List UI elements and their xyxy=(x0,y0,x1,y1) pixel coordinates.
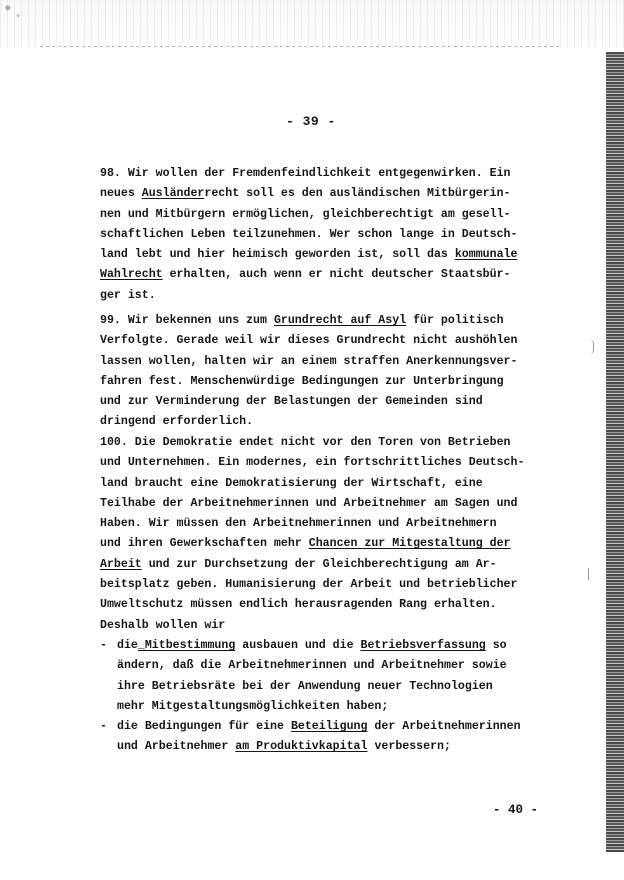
text-run: und Arbeitnehmer xyxy=(117,740,236,754)
text-line xyxy=(100,311,532,331)
text-run: für politisch xyxy=(406,314,504,327)
text-run: neues xyxy=(100,187,142,201)
margin-mark xyxy=(588,568,589,580)
underlined-term: Wahlrecht xyxy=(100,268,163,282)
next-page-number: - 40 - xyxy=(493,803,539,817)
text-run: fahren fest. Menschenwürdige Bedingungen zur Unterbringung xyxy=(100,374,504,388)
text-run: ihre Betriebsräte bei der Anwendung neuer Technologien xyxy=(117,679,493,693)
text-run: land lebt und hier heimisch geworden ist, soll das xyxy=(100,248,455,262)
text-run: und ihren Gewerkschaften mehr xyxy=(100,537,309,551)
text-run: ausbauen und die xyxy=(235,638,361,652)
text-run: und zur Verminderung der Belastungen der Gemeinden sind xyxy=(100,395,483,409)
bullet-continuation-line xyxy=(100,697,532,717)
text-line xyxy=(100,514,532,534)
bullet-continuation-line xyxy=(100,737,532,757)
text-run: Verfolgte. Gerade weil wir dieses Grundrecht nicht aushöhlen xyxy=(100,334,518,348)
text-line xyxy=(100,555,532,575)
text-line xyxy=(100,412,532,432)
bullet-dash: - xyxy=(100,720,107,734)
text-line xyxy=(100,352,532,372)
text-run: Haben. Wir müssen den Arbeitnehmerinnen und Arbeitnehmern xyxy=(100,517,497,531)
underlined-term: Betriebsverfassung xyxy=(360,638,486,652)
underlined-term: Grundrecht auf Asyl xyxy=(273,314,407,327)
underlined-term: _Mitbestimmung xyxy=(137,638,236,652)
text-line xyxy=(100,392,532,412)
text-run: 100. Die Demokratie endet nicht vor den Toren von Betrieben xyxy=(100,436,511,449)
text-run: ändern, daß die Arbeitnehmerinnen und Arbeitnehmer sowie xyxy=(117,659,507,673)
underlined-term: Beteiligung xyxy=(290,720,368,734)
underlined-term: Chancen zur Mitgestaltung der xyxy=(308,537,511,551)
text-run: verbessern; xyxy=(367,740,451,754)
text-run: so xyxy=(485,638,507,652)
text-run: lassen wollen, halten wir an einem straffen Anerkennungsver- xyxy=(100,354,518,368)
text-run: ger ist. xyxy=(100,288,156,302)
text-run: und zur Durchsetzung der Gleichberechtigung am Ar- xyxy=(141,557,497,571)
margin-mark xyxy=(590,340,594,354)
text-line xyxy=(100,331,532,351)
bullet-first-line xyxy=(117,717,521,737)
underlined-term: Ausländer xyxy=(141,187,205,201)
text-line xyxy=(100,205,532,225)
scan-edge-right xyxy=(606,52,624,852)
text-run: 99. Wir bekennen uns zum xyxy=(100,314,274,327)
scan-noise-top xyxy=(0,0,624,48)
bullet-dash: - xyxy=(100,638,107,652)
text-line xyxy=(100,575,532,595)
scan-edge-line xyxy=(40,46,560,47)
underlined-term: am Produktivkapital xyxy=(235,740,368,754)
text-run: die xyxy=(117,638,138,652)
paragraph-99 xyxy=(100,311,532,433)
text-line xyxy=(100,265,532,285)
text-run: der Arbeitnehmerinnen xyxy=(367,720,521,734)
bullet-first-line xyxy=(117,636,507,656)
paragraph-100 xyxy=(100,433,532,758)
underlined-term: Arbeit xyxy=(100,557,142,571)
text-line xyxy=(100,534,532,554)
text-line xyxy=(100,184,532,204)
text-run: Umweltschutz müssen endlich herausragenden Rang erhalten. xyxy=(100,598,497,612)
bullet-continuation-line xyxy=(100,677,532,697)
scan-speckle xyxy=(0,0,26,26)
text-line xyxy=(100,595,532,615)
text-line xyxy=(100,225,532,245)
text-line xyxy=(100,372,532,392)
text-run: nen und Mitbürgern ermöglichen, gleichberechtigt am gesell- xyxy=(100,207,511,221)
text-run: die Bedingungen für eine xyxy=(117,720,291,734)
text-line xyxy=(100,474,532,494)
text-line xyxy=(100,286,532,306)
bullet-continuation-line xyxy=(100,656,532,676)
text-line xyxy=(100,616,532,636)
text-line xyxy=(100,245,532,265)
text-run: beitsplatz geben. Humanisierung der Arbeit und betrieblicher xyxy=(100,578,518,592)
text-run: dringend erforderlich. xyxy=(100,415,254,429)
bullet-item xyxy=(100,717,532,737)
text-run: schaftlichen Leben teilzunehmen. Wer schon lange in Deutsch- xyxy=(100,227,518,241)
text-line xyxy=(100,433,532,453)
text-run: erhalten, auch wenn er nicht deutscher Staatsbür- xyxy=(162,268,511,282)
underlined-term: kommunale xyxy=(454,248,518,262)
bullet-item xyxy=(100,636,532,656)
text-line xyxy=(100,453,532,473)
page-number: - 39 - xyxy=(286,114,336,129)
text-run: 98. Wir wollen der Fremdenfeindlichkeit entgegenwirken. Ein xyxy=(100,167,511,180)
text-run: mehr Mitgestaltungsmöglichkeiten haben; xyxy=(117,699,389,713)
text-run: und Unternehmen. Ein modernes, ein fortschrittliches Deutsch- xyxy=(100,456,525,470)
text-line xyxy=(100,164,532,184)
text-line xyxy=(100,494,532,514)
text-run: Teilhabe der Arbeitnehmerinnen und Arbeitnehmer am Sagen und xyxy=(100,496,518,510)
text-run: Deshalb wollen wir xyxy=(100,618,226,632)
text-run: recht soll es den ausländischen Mitbürgerin- xyxy=(204,187,511,201)
paragraph-98 xyxy=(100,164,532,306)
text-run: land braucht eine Demokratisierung der Wirtschaft, eine xyxy=(100,476,483,490)
